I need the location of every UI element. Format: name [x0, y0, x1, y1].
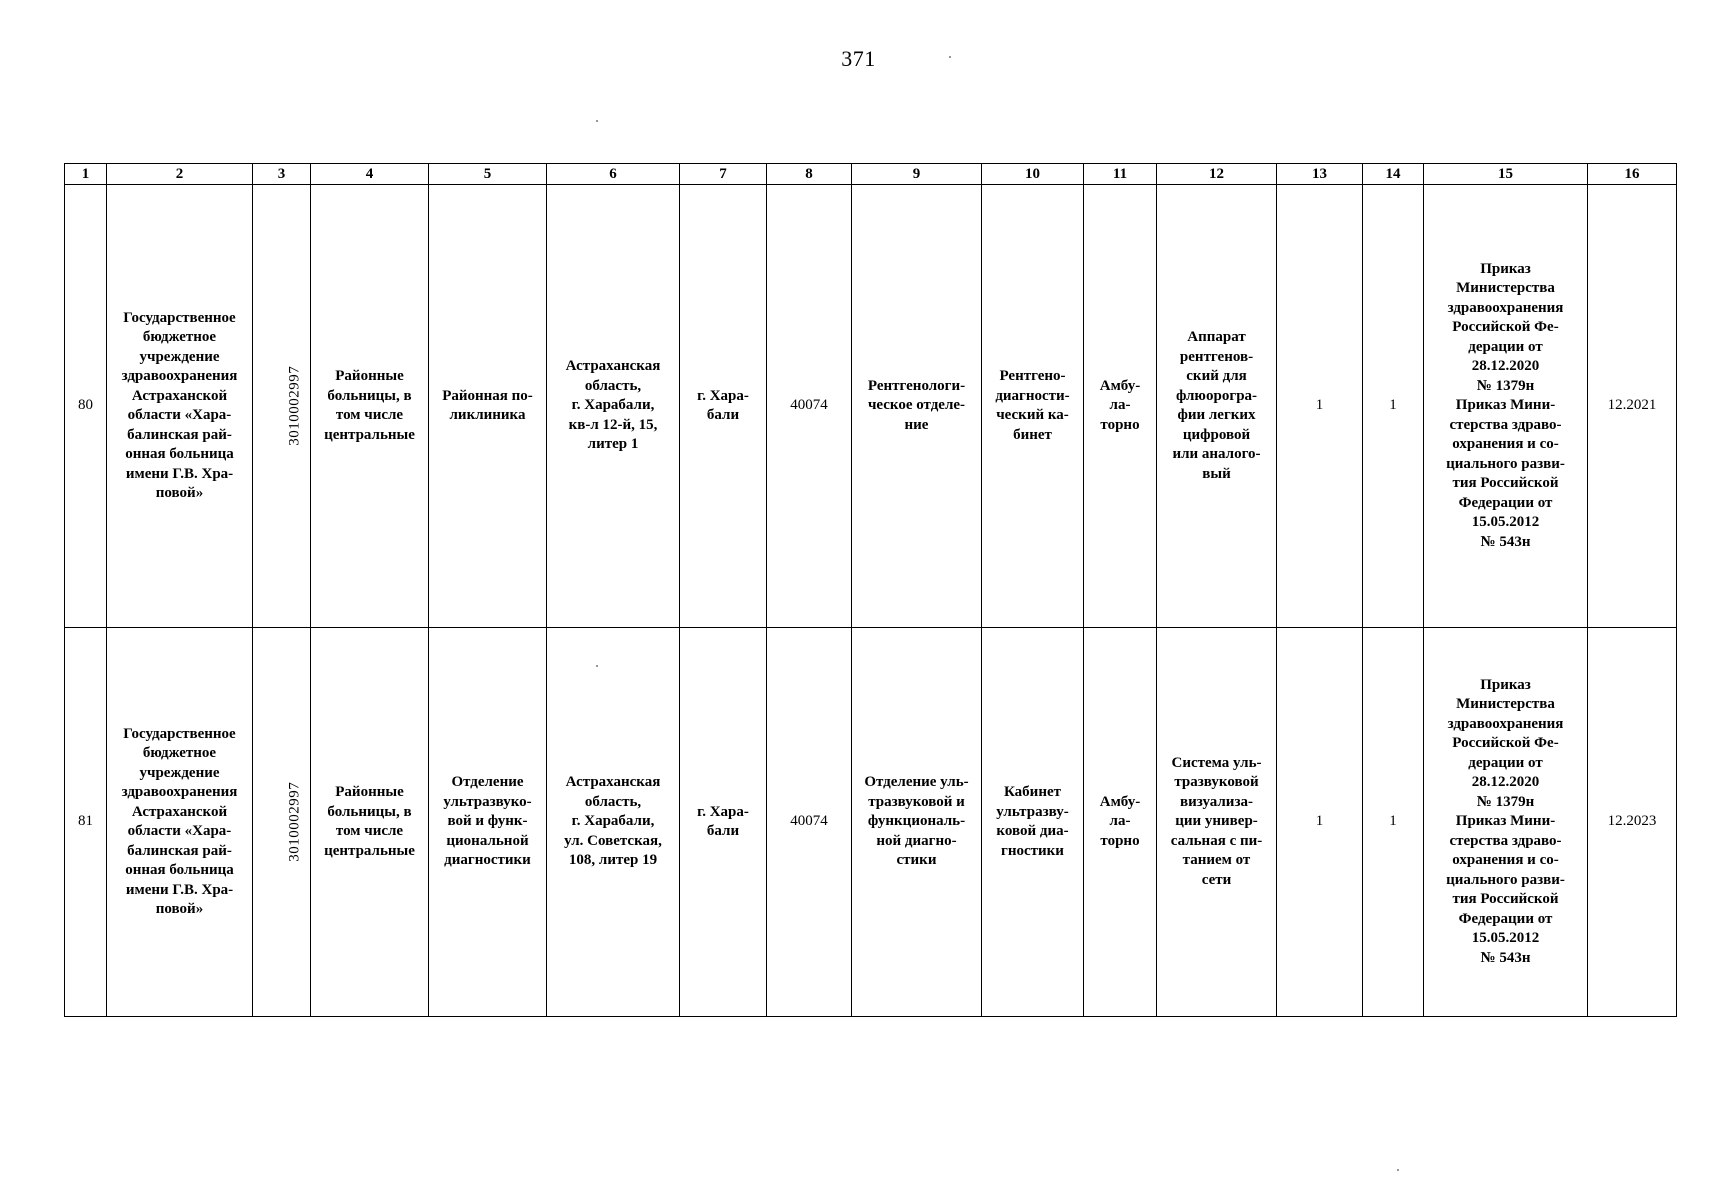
subdivision: Отделение ультразвуко- вой и функ- циональной диагностики: [429, 628, 547, 1017]
department: Отделение уль- тразвуковой и функциональ- ной диагно- стики: [852, 628, 982, 1017]
column-header: 4: [311, 164, 429, 185]
care-conditions: Амбу- ла- торно: [1084, 185, 1157, 628]
header-row: [65, 164, 1677, 185]
equipment-name: Система уль- тразвуковой визуализа- ции универ- сальная с пи- танием от сети: [1157, 628, 1277, 1017]
column-header: 8: [767, 164, 852, 185]
column-header: 7: [680, 164, 767, 185]
organization-name: Государственное бюджетное учреждение здравоохранения Астраханской области «Хара- балинская рай- онная больница имени Г.В. Хра- повой»: [107, 628, 253, 1017]
inn-cell: [253, 628, 311, 1017]
organization-type: Районные больницы, в том числе центральные: [311, 628, 429, 1017]
column-header: 15: [1424, 164, 1588, 185]
regulation: Приказ Министерства здравоохранения Российской Фе- дерации от 28.12.2020 № 1379н Приказ Мини- стерства здраво- охранения и со- циального разви- тия Российской Федерации от 15.05.2012 № 543н: [1424, 628, 1588, 1017]
scan-speck: [949, 56, 951, 58]
quantity-planned: 1: [1363, 628, 1424, 1017]
locality: г. Хара- бали: [680, 185, 767, 628]
inn-code: 3010002997: [286, 366, 303, 446]
quantity: 1: [1277, 628, 1363, 1017]
deadline: 12.2023: [1588, 628, 1677, 1017]
table-row: [65, 185, 1677, 628]
care-conditions: Амбу- ла- торно: [1084, 628, 1157, 1017]
cabinet: Рентгено- диагности- ческий ка- бинет: [982, 185, 1084, 628]
scan-speck: [1397, 1169, 1399, 1171]
inn-code: 3010002997: [286, 782, 303, 862]
cabinet: Кабинет ультразву- ковой диа- гностики: [982, 628, 1084, 1017]
column-header: 2: [107, 164, 253, 185]
department: Рентгенологи- ческое отделе- ние: [852, 185, 982, 628]
quantity: 1: [1277, 185, 1363, 628]
column-header: 16: [1588, 164, 1677, 185]
deadline: 12.2021: [1588, 185, 1677, 628]
column-header: 13: [1277, 164, 1363, 185]
column-header: 12: [1157, 164, 1277, 185]
column-header: 5: [429, 164, 547, 185]
address: Астраханская область, г. Харабали, ул. Советская, 108, литер 19: [547, 628, 680, 1017]
row-number: 80: [65, 185, 107, 628]
regulation: Приказ Министерства здравоохранения Российской Фе- дерации от 28.12.2020 № 1379н Приказ Мини- стерства здраво- охранения и со- циального разви- тия Российской Федерации от 15.05.2012 № 543н: [1424, 185, 1588, 628]
okato-code: 40074: [767, 185, 852, 628]
locality: г. Хара- бали: [680, 628, 767, 1017]
subdivision: Районная по- ликлиника: [429, 185, 547, 628]
column-header: 6: [547, 164, 680, 185]
column-header: 3: [253, 164, 311, 185]
organization-name: Государственное бюджетное учреждение здравоохранения Астраханской области «Хара- балинская рай- онная больница имени Г.В. Хра- повой»: [107, 185, 253, 628]
organization-type: Районные больницы, в том числе центральные: [311, 185, 429, 628]
column-header: 10: [982, 164, 1084, 185]
table-row: [65, 628, 1677, 1017]
column-header: 14: [1363, 164, 1424, 185]
okato-code: 40074: [767, 628, 852, 1017]
address: Астраханская область, г. Харабали, кв-л 12-й, 15, литер 1: [547, 185, 680, 628]
scan-speck: [596, 120, 598, 122]
row-number: 81: [65, 628, 107, 1017]
equipment-name: Аппарат рентгенов- ский для флюорогра- фии легких цифровой или аналого- вый: [1157, 185, 1277, 628]
equipment-table: [64, 163, 1677, 1017]
column-header: 1: [65, 164, 107, 185]
page-number: 371: [841, 46, 876, 71]
inn-cell: [253, 185, 311, 628]
column-header: 9: [852, 164, 982, 185]
column-header: 11: [1084, 164, 1157, 185]
quantity-planned: 1: [1363, 185, 1424, 628]
